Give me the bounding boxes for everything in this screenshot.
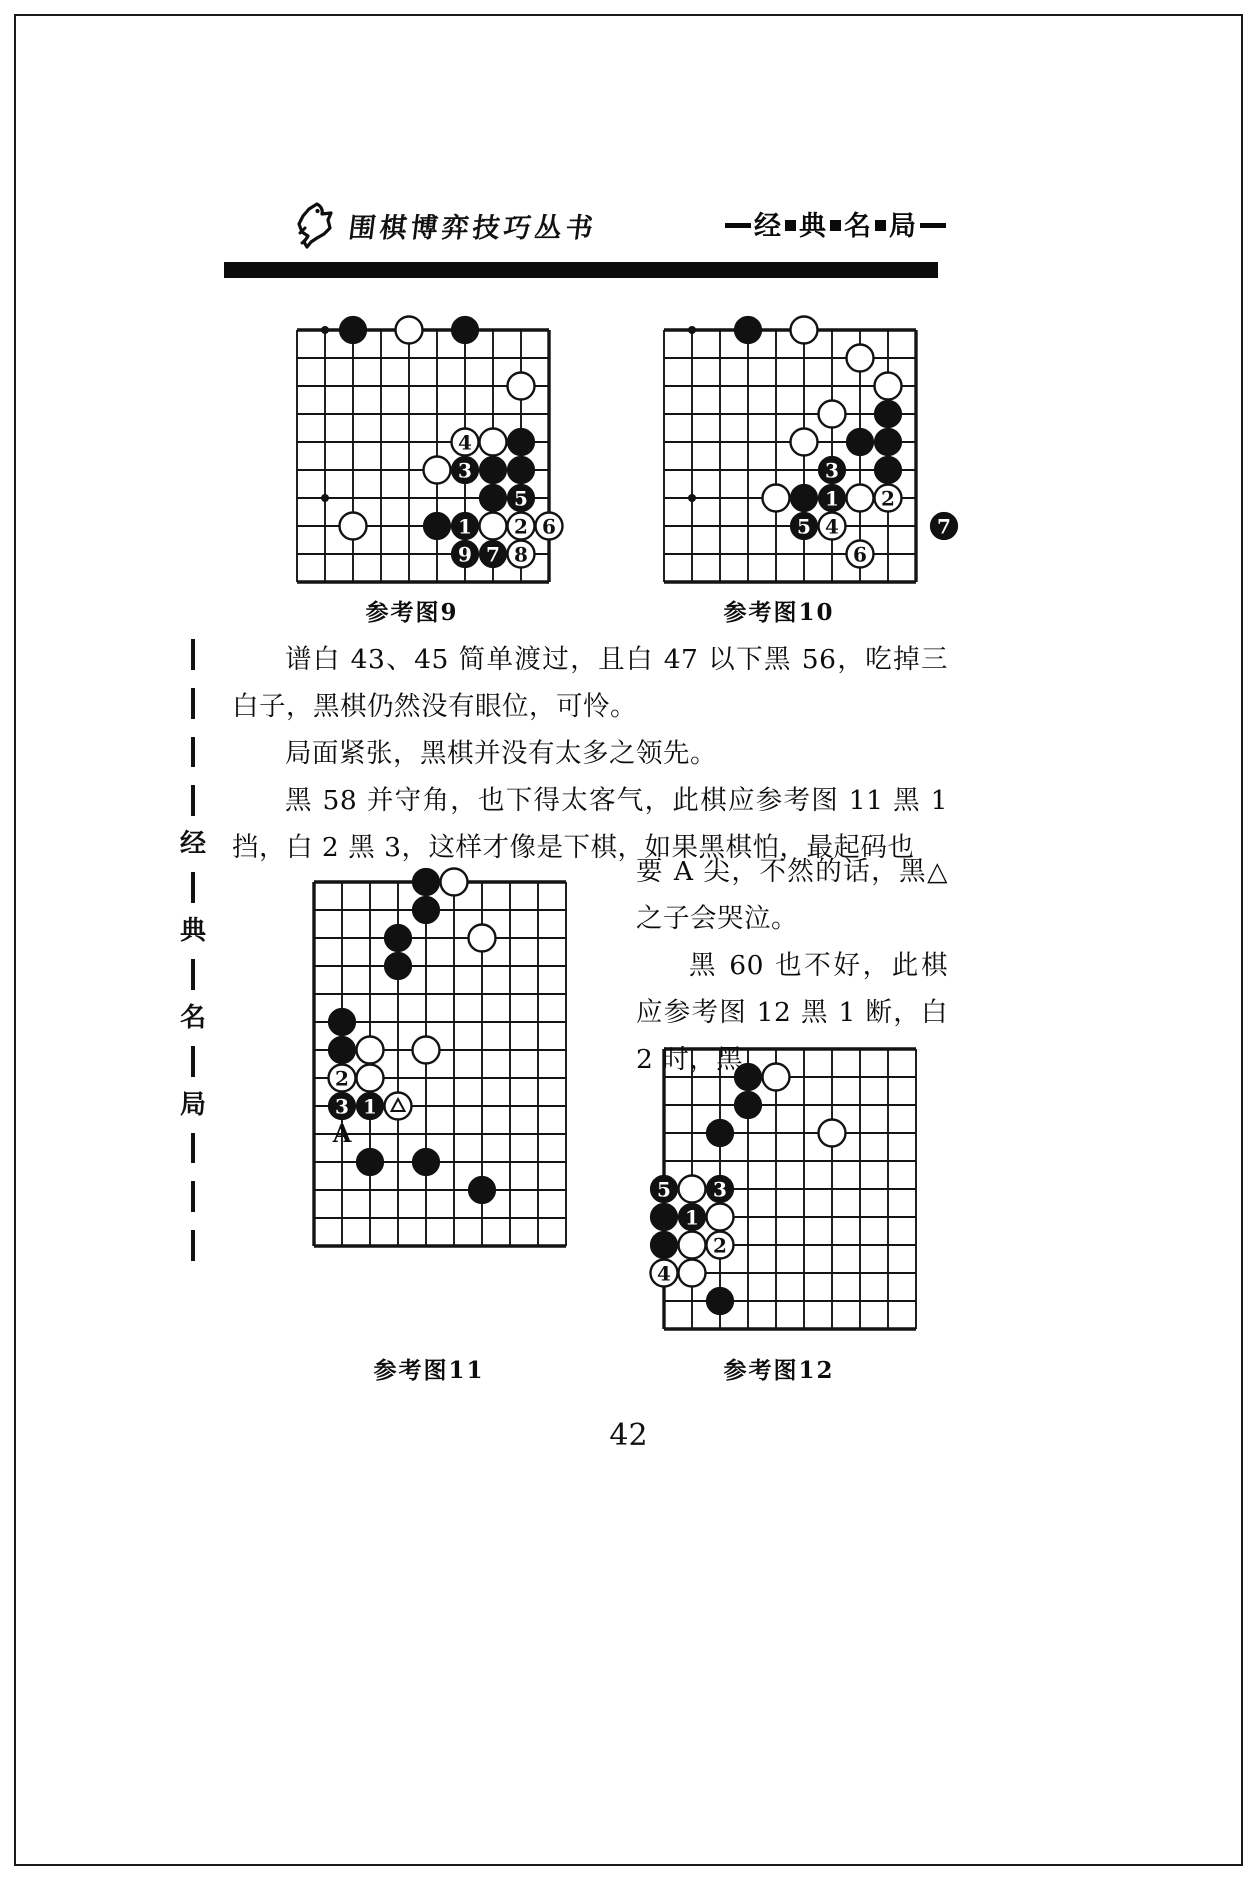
stone-black [452,457,479,484]
stone-black [385,925,412,952]
margin-vertical-label [170,630,216,1270]
go-board-grid [300,868,580,1260]
goose-logo-icon [287,198,339,250]
go-board-grid [650,316,951,596]
stone-black [651,1204,678,1231]
stone-move-number: 4 [657,1261,671,1286]
stone-white [413,1037,440,1064]
stone-move-number: 9 [458,542,472,567]
stone-black [413,869,440,896]
margin-char-2: 典 [179,915,206,946]
stone-white [679,1176,706,1203]
stone-white [357,1065,384,1092]
go-diagram-ref-11 [300,868,580,1260]
stone-black [424,513,451,540]
stone-black [651,1176,678,1203]
stone-move-number: 1 [458,514,472,539]
stone-black [357,1149,384,1176]
stone-black [875,429,902,456]
stone-black [875,401,902,428]
stone-black [329,1037,356,1064]
stone-move-number: 7 [937,514,951,539]
stone-black [847,429,874,456]
board-mark-letter: A [332,1119,352,1148]
stone-black [357,1093,384,1120]
stone-move-number: 5 [514,486,528,511]
caption-ref-9: 参考图9 [365,599,459,626]
title-char-2: 典 [799,211,827,242]
stone-move-number: 7 [486,542,500,567]
stone-black [651,1232,678,1259]
stone-black [452,317,479,344]
stone-white [791,317,818,344]
margin-tick [191,872,195,903]
stone-move-number: 6 [853,542,867,567]
square-sep [875,220,886,231]
stone-move-number: 3 [458,458,472,483]
stone-white [508,513,535,540]
stone-black [875,457,902,484]
series-title: 围棋博弈技巧丛书 [346,213,599,244]
go-diagram-ref-9 [283,316,563,596]
stone-white [847,541,874,568]
dash-rule [725,223,751,228]
square-sep [830,220,841,231]
title-char-3: 名 [844,211,872,242]
stone-move-number: 4 [825,514,839,539]
stone-move-number: 1 [685,1205,699,1230]
stone-move-number: 4 [458,430,472,455]
margin-tick [191,1181,195,1212]
margin-tick [191,1133,195,1164]
stone-white [875,373,902,400]
stone-white [340,513,367,540]
stone-black [508,429,535,456]
margin-char-1: 经 [179,829,206,860]
book-line-title [722,204,949,243]
paragraph-3: 黑 58 并守角，也下得太客气，此棋应参考图 11 黑 1 挡，白 2 黑 3，这样才像是下棋，如果黑棋怕，最起码也 [232,785,948,863]
stone-black [791,485,818,512]
margin-tick [191,959,195,990]
stone-white [679,1232,706,1259]
stone-white [651,1260,678,1287]
stone-white [819,1120,846,1147]
margin-tick [191,1230,195,1261]
stone-black [329,1009,356,1036]
margin-tick [191,737,195,768]
stone-move-number: 3 [825,458,839,483]
stone-move-number: 2 [881,486,895,511]
body-text-column [232,636,948,871]
margin-tick [191,1046,195,1077]
stone-black [791,513,818,540]
margin-char-3: 名 [179,1002,206,1033]
header-rule [224,262,938,278]
stone-move-number: 5 [657,1177,671,1202]
stone-black [819,485,846,512]
stone-black [707,1176,734,1203]
stone-white [707,1232,734,1259]
stone-move-number: 2 [713,1233,727,1258]
stone-black [931,513,958,540]
stone-black [480,457,507,484]
stone-black [707,1120,734,1147]
paragraph-2: 局面紧张，黑棋并没有太多之领先。 [285,738,717,769]
dash-rule [920,223,946,228]
stone-black [819,457,846,484]
stone-white [452,429,479,456]
page-number: 42 [609,1418,648,1453]
stone-black [735,317,762,344]
stone-white [847,485,874,512]
stone-move-number: 5 [797,514,811,539]
stone-white [357,1037,384,1064]
caption-ref-12: 参考图12 [723,1357,835,1384]
body-text-right-column [636,848,948,1083]
stone-move-number: 2 [514,514,528,539]
go-board-grid [283,316,563,596]
title-char-4: 局 [889,211,917,242]
stone-move-number: 6 [542,514,556,539]
stone-black [508,485,535,512]
stone-white [480,513,507,540]
stone-black [452,541,479,568]
paragraph-1: 谱白 43、45 简单渡过，且白 47 以下黑 56，吃掉三白子，黑棋仍然没有眼位，可怜。 [232,644,948,722]
stone-white [819,401,846,428]
stone-white [791,429,818,456]
stone-white [508,541,535,568]
stone-black [340,317,367,344]
stone-white [819,513,846,540]
stone-white [679,1260,706,1287]
stone-white [847,345,874,372]
stone-white [329,1065,356,1092]
stone-white [875,485,902,512]
stone-white [469,925,496,952]
stone-white [763,485,790,512]
margin-tick [191,785,195,816]
stone-move-number: 8 [514,542,528,567]
caption-ref-11: 参考图11 [373,1357,485,1384]
margin-tick [191,688,195,719]
stone-black [385,953,412,980]
stone-white [424,457,451,484]
stone-black [735,1092,762,1119]
stone-black [508,457,535,484]
stone-black [413,897,440,924]
stone-black [480,541,507,568]
stone-black [679,1204,706,1231]
stone-white [707,1204,734,1231]
stone-move-number: 3 [335,1094,349,1119]
page-header [287,196,947,260]
stone-move-number: 3 [713,1177,727,1202]
stone-move-number: 1 [825,486,839,511]
caption-ref-10: 参考图10 [723,599,835,626]
go-diagram-ref-10 [650,316,951,596]
paragraph-5: 黑 60 也不好，此棋应参考图 12 黑 1 断，白 2 时，黑 [636,950,948,1075]
stone-black [707,1288,734,1315]
margin-tick [191,639,195,670]
stone-move-number: 1 [363,1094,377,1119]
margin-char-4: 局 [179,1089,206,1120]
stone-black [469,1177,496,1204]
stone-white [441,869,468,896]
stone-white [536,513,563,540]
stone-black [452,513,479,540]
stone-black [413,1149,440,1176]
stone-white [480,429,507,456]
stone-black [329,1093,356,1120]
stone-white [508,373,535,400]
stone-triangle-marked [385,1093,412,1120]
stone-move-number: 2 [335,1066,349,1091]
paragraph-4: 要 A 尖，不然的话，黑△之子会哭泣。 [636,856,948,934]
stone-black [480,485,507,512]
square-sep [785,220,796,231]
stone-white [396,317,423,344]
title-char-1: 经 [754,211,782,242]
